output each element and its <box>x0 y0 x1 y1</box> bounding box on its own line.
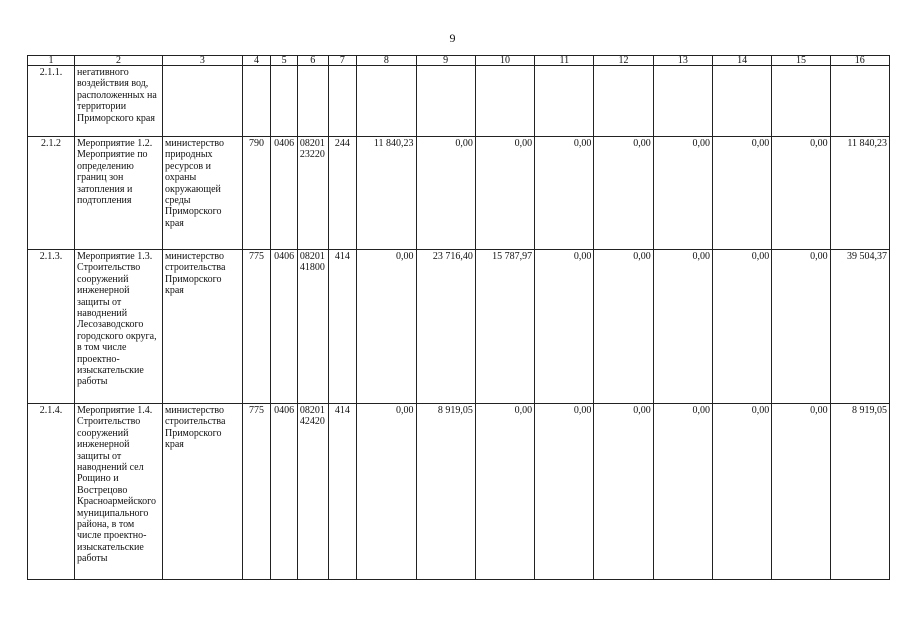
amount-cell <box>713 66 772 137</box>
grbs-code: 775 <box>242 250 271 404</box>
column-header: 13 <box>653 56 712 66</box>
amount-cell: 0,00 <box>772 250 830 404</box>
measure-name: Мероприятие 1.3. Строительство сооружений инженерной защиты от наводнений Лесозаводского городского округа, в том числе проектно-изыскательские работы <box>75 250 163 404</box>
amount-cell: 0,00 <box>653 404 712 580</box>
measure-name: негативного воздействия вод, расположенных на территории Приморского края <box>75 66 163 137</box>
grbs-code <box>242 66 271 137</box>
column-header: 2 <box>75 56 163 66</box>
amount-cell: 0,00 <box>713 137 772 250</box>
amount-cell: 0,00 <box>594 137 653 250</box>
column-header: 16 <box>830 56 889 66</box>
column-header: 11 <box>535 56 594 66</box>
section-code: 0406 <box>271 250 298 404</box>
target-article-code: 08201 42420 <box>297 404 328 580</box>
amount-cell: 0,00 <box>713 250 772 404</box>
row-code: 2.1.1. <box>28 66 75 137</box>
responsible-body <box>162 66 242 137</box>
amount-cell: 0,00 <box>535 250 594 404</box>
amount-cell: 0,00 <box>475 404 534 580</box>
column-header: 9 <box>416 56 475 66</box>
column-header: 1 <box>28 56 75 66</box>
amount-cell: 0,00 <box>357 250 416 404</box>
expense-type-code: 244 <box>328 137 357 250</box>
expense-type-code: 414 <box>328 404 357 580</box>
amount-cell: 0,00 <box>772 404 830 580</box>
row-code: 2.1.3. <box>28 250 75 404</box>
section-code: 0406 <box>271 137 298 250</box>
amount-cell <box>475 66 534 137</box>
column-header: 4 <box>242 56 271 66</box>
column-header: 7 <box>328 56 357 66</box>
amount-cell <box>535 66 594 137</box>
amount-cell: 0,00 <box>594 404 653 580</box>
amount-cell: 0,00 <box>535 137 594 250</box>
amount-cell: 0,00 <box>594 250 653 404</box>
table-row <box>28 66 890 137</box>
amount-cell: 0,00 <box>713 404 772 580</box>
target-article-code: 08201 41800 <box>297 250 328 404</box>
measure-name: Мероприятие 1.4. Строительство сооружений инженерной защиты от наводнений сел Рощино и Вострецово Красноармейского муниципального района, в том числе проектно-изыскательские работы <box>75 404 163 580</box>
column-header: 8 <box>357 56 416 66</box>
responsible-body: министерство строительства Приморского края <box>162 404 242 580</box>
row-code: 2.1.4. <box>28 404 75 580</box>
amount-cell: 0,00 <box>357 404 416 580</box>
table-row <box>28 404 890 580</box>
column-header: 5 <box>271 56 298 66</box>
column-header: 10 <box>475 56 534 66</box>
row-code: 2.1.2 <box>28 137 75 250</box>
grbs-code: 775 <box>242 404 271 580</box>
expense-type-code <box>328 66 357 137</box>
amount-cell: 0,00 <box>475 137 534 250</box>
responsible-body: министерство строительства Приморского края <box>162 250 242 404</box>
column-header: 15 <box>772 56 830 66</box>
amount-cell: 0,00 <box>772 137 830 250</box>
target-article-code: 08201 23220 <box>297 137 328 250</box>
total-cell: 39 504,37 <box>830 250 889 404</box>
amount-cell: 8 919,05 <box>416 404 475 580</box>
column-header: 14 <box>713 56 772 66</box>
column-number-row <box>28 56 890 66</box>
page-number: 9 <box>449 31 456 45</box>
amount-cell: 15 787,97 <box>475 250 534 404</box>
amount-cell: 23 716,40 <box>416 250 475 404</box>
total-cell: 11 840,23 <box>830 137 889 250</box>
section-code <box>271 66 298 137</box>
column-header: 3 <box>162 56 242 66</box>
amount-cell <box>772 66 830 137</box>
grbs-code: 790 <box>242 137 271 250</box>
measure-name: Мероприятие 1.2. Мероприятие по определению границ зон затопления и подтопления <box>75 137 163 250</box>
expense-type-code: 414 <box>328 250 357 404</box>
amount-cell: 0,00 <box>416 137 475 250</box>
total-cell: 8 919,05 <box>830 404 889 580</box>
amount-cell: 0,00 <box>535 404 594 580</box>
amount-cell: 0,00 <box>653 250 712 404</box>
budget-table <box>27 55 890 580</box>
target-article-code <box>297 66 328 137</box>
table-row <box>28 137 890 250</box>
column-header: 6 <box>297 56 328 66</box>
total-cell <box>830 66 889 137</box>
amount-cell <box>357 66 416 137</box>
column-header: 12 <box>594 56 653 66</box>
amount-cell: 0,00 <box>653 137 712 250</box>
amount-cell <box>416 66 475 137</box>
responsible-body: министерство природных ресурсов и охраны окружающей среды Приморского края <box>162 137 242 250</box>
amount-cell: 11 840,23 <box>357 137 416 250</box>
section-code: 0406 <box>271 404 298 580</box>
amount-cell <box>594 66 653 137</box>
table-row <box>28 250 890 404</box>
amount-cell <box>653 66 712 137</box>
